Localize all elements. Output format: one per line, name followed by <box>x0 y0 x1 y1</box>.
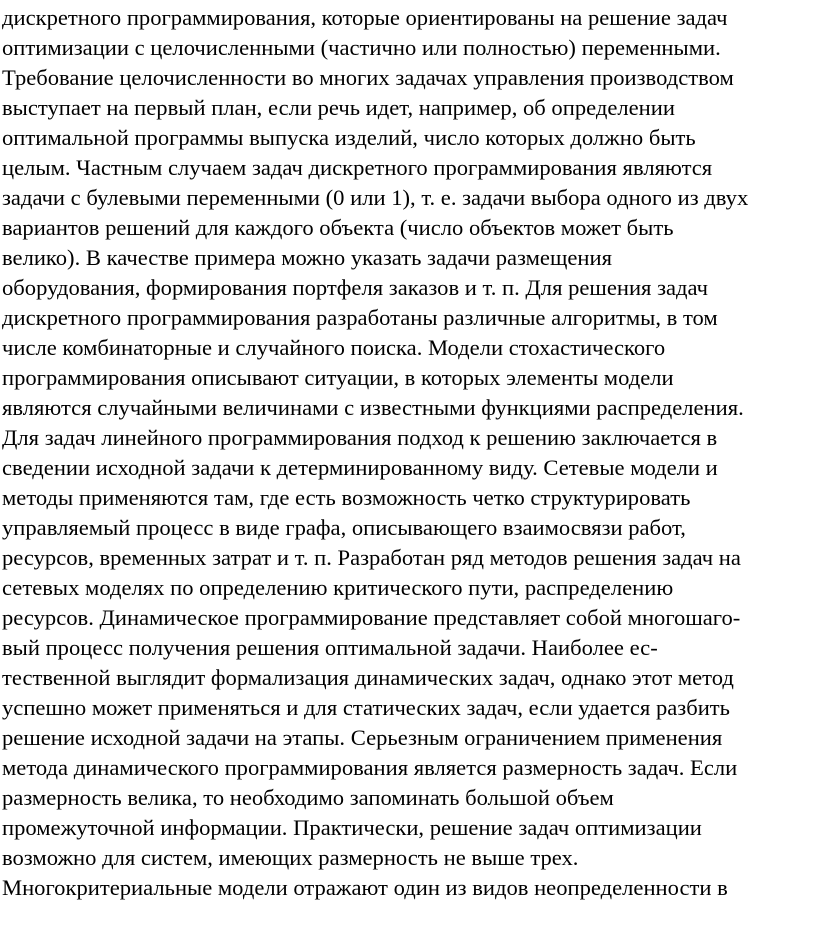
text-line: сведении исходной задачи к детерминированному виду. Сетевые модели и <box>2 455 718 480</box>
text-line: методы применяются там, где есть возможность четко структурировать <box>2 485 691 510</box>
text-line: Требование целочисленности во многих задачах управления производством <box>2 65 734 90</box>
text-line: числе комбинаторные и случайного поиска. Модели стохастического <box>2 335 666 360</box>
text-line: программирования описывают ситуации, в которых элементы модели <box>2 365 674 390</box>
text-line: целым. Частным случаем задач дискретного программирования являются <box>2 155 713 180</box>
text-line: управляемый процесс в виде графа, описывающего взаимосвязи работ, <box>2 515 686 540</box>
text-line: тественной выглядит формализация динамических задач, однако этот метод <box>2 665 734 690</box>
text-line: дискретного программирования, которые ориентированы на решение задач <box>2 5 728 30</box>
text-line: Для задач линейного программирования подход к решению заключается в <box>2 425 718 450</box>
text-line: оптимизации с целочисленными (частично или полностью) переменными. <box>2 35 721 60</box>
text-line: успешно может применяться и для статических задач, если удается разбить <box>2 695 730 720</box>
text-line: вариантов решений для каждого объекта (число объектов может быть <box>2 215 674 240</box>
text-line: решение исходной задачи на этапы. Серьезным ограничением применения <box>2 725 723 750</box>
text-line: велико). В качестве примера можно указать задачи размещения <box>2 245 612 270</box>
text-line: ресурсов, временных затрат и т. п. Разработан ряд методов решения задач на <box>2 545 741 570</box>
text-line: дискретного программирования разработаны различные алгоритмы, в том <box>2 305 718 330</box>
text-line: являются случайными величинами с известными функциями распределения. <box>2 395 744 420</box>
text-line: Многокритериальные модели отражают один из видов неопределенности в <box>2 875 728 900</box>
text-line: размерность велика, то необходимо запоминать большой объем <box>2 785 614 810</box>
text-line: ресурсов. Динамическое программирование представляет собой многошаго- <box>2 605 741 630</box>
text-line: выступает на первый план, если речь идет, например, об определении <box>2 95 675 120</box>
text-line: вый процесс получения решения оптимальной задачи. Наиболее ес- <box>2 635 658 660</box>
text-line: возможно для систем, имеющих размерность не выше трех. <box>2 845 579 870</box>
text-line: метода динамического программирования является размерность задач. Если <box>2 755 738 780</box>
text-line: промежуточной информации. Практически, решение задач оптимизации <box>2 815 702 840</box>
text-line: оптимальной программы выпуска изделий, число которых должно быть <box>2 125 696 150</box>
text-line: сетевых моделях по определению критического пути, распределению <box>2 575 674 600</box>
text-line: задачи с булевыми переменными (0 или 1), т. е. задачи выбора одного из двух <box>2 185 749 210</box>
text-line: оборудования, формирования портфеля заказов и т. п. Для решения задач <box>2 275 709 300</box>
